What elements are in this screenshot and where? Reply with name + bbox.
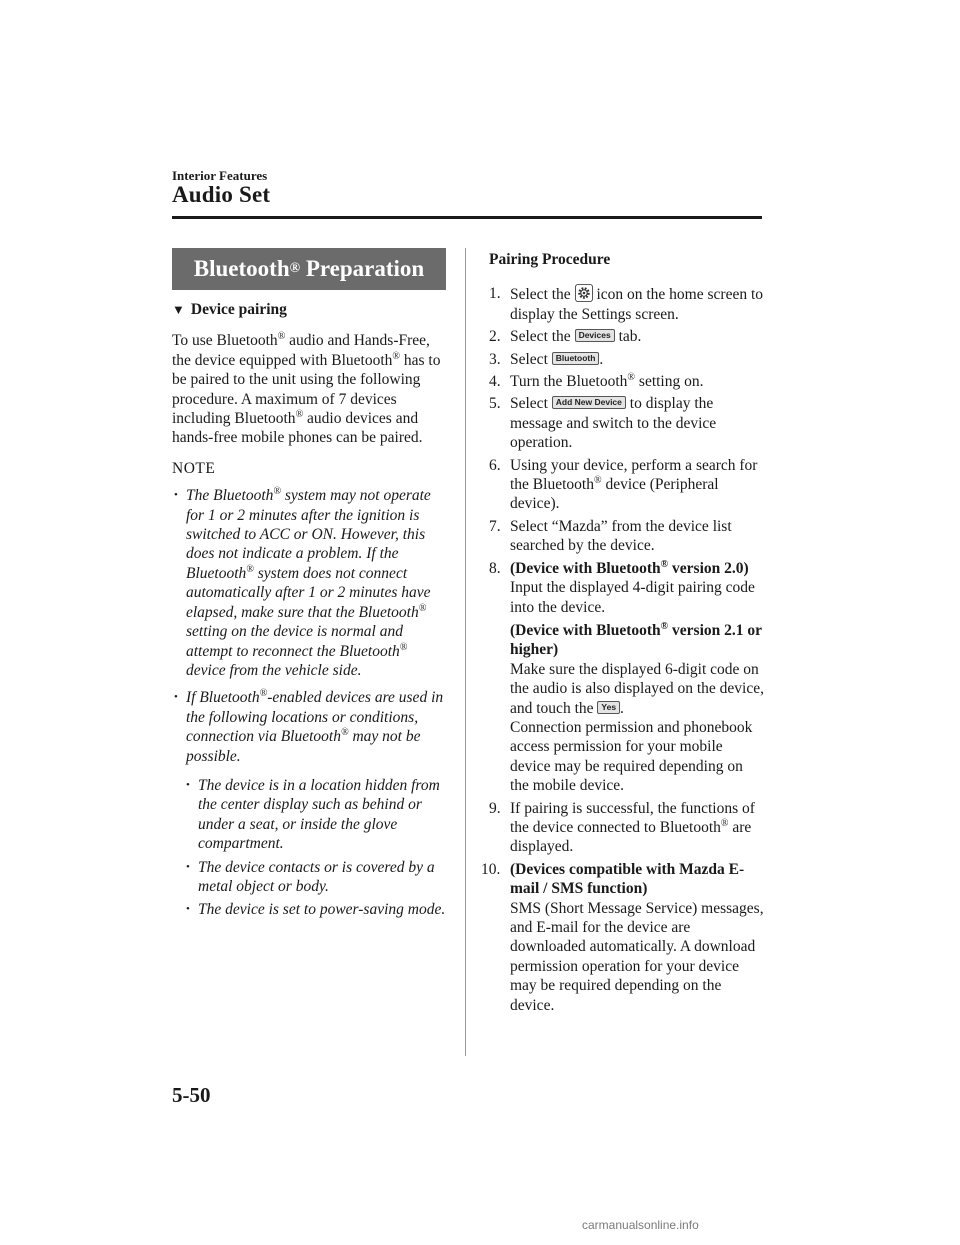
step-7 — [489, 517, 765, 556]
step-text: . — [620, 699, 624, 717]
footer-watermark: carmanualsonline.info — [582, 1218, 699, 1232]
note-text: device from the vehicle side. — [186, 661, 362, 679]
step-number: 1. — [489, 285, 501, 303]
step-8-condition-2 — [510, 621, 765, 660]
header-rule — [172, 216, 762, 219]
step-number: 7. — [489, 517, 501, 535]
step-text: tab. — [614, 328, 642, 346]
note-item-1 — [172, 486, 448, 680]
sub-item-3: • The device is set to power-saving mode. — [184, 900, 448, 919]
triangle-marker-icon: ▼ — [172, 302, 185, 317]
reg-mark: ® — [340, 726, 349, 738]
step-text: Select the — [510, 286, 575, 304]
sub-item-2: • The device contacts or is covered by a metal object or body. — [184, 858, 448, 897]
step-number: 9. — [489, 799, 501, 817]
reg-mark: ® — [627, 371, 636, 383]
step-text: Turn the Bluetooth — [510, 373, 628, 391]
step-text: device (Peripheral device). — [510, 476, 719, 513]
step-text: setting on. — [635, 373, 704, 391]
reg-mark: ® — [593, 474, 602, 486]
step-text: Select the — [510, 328, 575, 346]
step-text: are displayed. — [510, 818, 752, 856]
reg-mark: ® — [277, 331, 286, 343]
reg-mark: ® — [399, 641, 408, 653]
reg-mark: ® — [246, 563, 254, 575]
pairing-procedure-heading: Pairing Procedure — [489, 251, 611, 268]
step-10 — [481, 860, 765, 1015]
step-10-text: SMS (Short Message Service) messages, and E-mail for the device are downloaded automatically. A download permission operation for your device may be required depending on the device. — [510, 899, 764, 1014]
step-number: 3. — [489, 350, 501, 368]
intro-text: audio devices and hands-free mobile phones can be paired. — [172, 410, 423, 447]
step-9 — [489, 799, 765, 857]
step-text: icon on the home screen to display the Settings screen. — [510, 286, 764, 323]
step-5 — [489, 394, 765, 452]
note-text: If Bluetooth — [186, 689, 260, 707]
step-text: Using your device, perform a search for the Bluetooth — [510, 456, 758, 494]
settings-gear-icon — [575, 284, 593, 302]
intro-text: audio and Hands-Free, the device equipped with Bluetooth — [172, 332, 430, 369]
intro-text: To use Bluetooth — [172, 332, 278, 350]
step-text: Select — [510, 395, 552, 413]
reg-mark: ® — [295, 408, 304, 420]
step-number: 2. — [489, 328, 501, 346]
column-divider — [465, 248, 466, 1056]
note-text: The Bluetooth — [186, 487, 274, 505]
step-number: 4. — [489, 373, 501, 391]
sub-item-1: • The device is in a location hidden from the center display such as behind or under a seat, or inside the glove compartment. — [184, 776, 448, 854]
note-text: system may not operate for 1 or 2 minutes after the ignition is switched to ACC or ON. However, this does not indicate a problem. If the Bluetooth — [186, 487, 431, 582]
step-text: Select “Mazda” from the device list searched by the device. — [510, 517, 732, 555]
section-title: Audio Set — [172, 182, 271, 207]
banner-suffix: Preparation — [300, 256, 425, 281]
step-8-text-2 — [510, 660, 765, 718]
right-column — [481, 250, 765, 1015]
step-text: to display the message and switch to the device operation. — [510, 395, 717, 452]
device-pairing-heading — [172, 300, 448, 319]
step-text: Select — [510, 350, 552, 368]
reg-mark: ® — [660, 620, 669, 632]
intro-text: has to be paired to the unit using the following procedure. A maximum of 7 devices including Bluetooth — [172, 351, 441, 428]
intro-paragraph — [172, 331, 448, 447]
condition-text: (Device with Bluetooth — [510, 559, 661, 577]
note-item-2 — [172, 688, 448, 766]
note-text: may not be possible. — [186, 728, 421, 765]
bluetooth-button: Bluetooth — [552, 352, 600, 365]
step-number: 6. — [489, 456, 501, 474]
reg-mark: ® — [273, 486, 282, 498]
step-text: . — [599, 350, 604, 368]
step-6 — [489, 456, 765, 514]
condition-text: version 2.0) — [668, 559, 749, 577]
step-text: Make sure the displayed 6-digit code on the audio is also displayed on the device, and touch the — [510, 660, 764, 717]
condition-text: version 2.1 or higher) — [510, 621, 762, 659]
note-text: system does not connect automatically after 1 or 2 minutes have elapsed, make sure that the Bluetooth — [186, 564, 431, 621]
yes-button: Yes — [597, 701, 620, 714]
banner-title: Bluetooth — [193, 256, 290, 281]
left-column — [172, 300, 448, 920]
step-4 — [489, 372, 765, 391]
step-1 — [489, 284, 765, 324]
reg-mark: ® — [418, 602, 427, 614]
step-8-condition-1 — [510, 559, 765, 578]
reg-mark: ® — [259, 688, 268, 700]
step-number: 8. — [489, 559, 501, 577]
note-text: -enabled devices are used in the following locations or conditions, connection via Bluetooth — [186, 689, 444, 746]
reg-mark: ® — [392, 350, 400, 362]
step-3 — [489, 350, 765, 369]
note-label: NOTE — [172, 459, 216, 477]
section-banner: Bluetooth ® Preparation — [172, 248, 446, 290]
step-text: If pairing is successful, the functions of the device connected to Bluetooth — [510, 799, 755, 836]
step-number: 5. — [489, 395, 501, 413]
step-8-text-1: Input the displayed 4-digit pairing code into the device. — [510, 579, 755, 616]
devices-tab-button: Devices — [575, 329, 615, 342]
condition-text: (Device with Bluetooth — [510, 621, 661, 639]
step-8-text-3: Connection permission and phonebook access permission for your mobile device may be required depending on the mobile device. — [510, 718, 753, 795]
page-number: 5-50 — [172, 1083, 211, 1107]
step-8 — [489, 559, 765, 796]
note-text: setting on the device is normal and attempt to reconnect the Bluetooth — [186, 623, 403, 660]
reg-mark: ® — [660, 558, 669, 570]
step-2 — [489, 327, 765, 346]
add-new-device-button: Add New Device — [552, 396, 626, 409]
heading-text: Device pairing — [190, 301, 287, 318]
reg-mark: ® — [720, 817, 729, 829]
step-10-condition: (Devices compatible with Mazda E-mail / SMS function) — [510, 860, 745, 898]
step-number: 10. — [481, 860, 501, 878]
chapter-label: Interior Features — [172, 168, 268, 183]
